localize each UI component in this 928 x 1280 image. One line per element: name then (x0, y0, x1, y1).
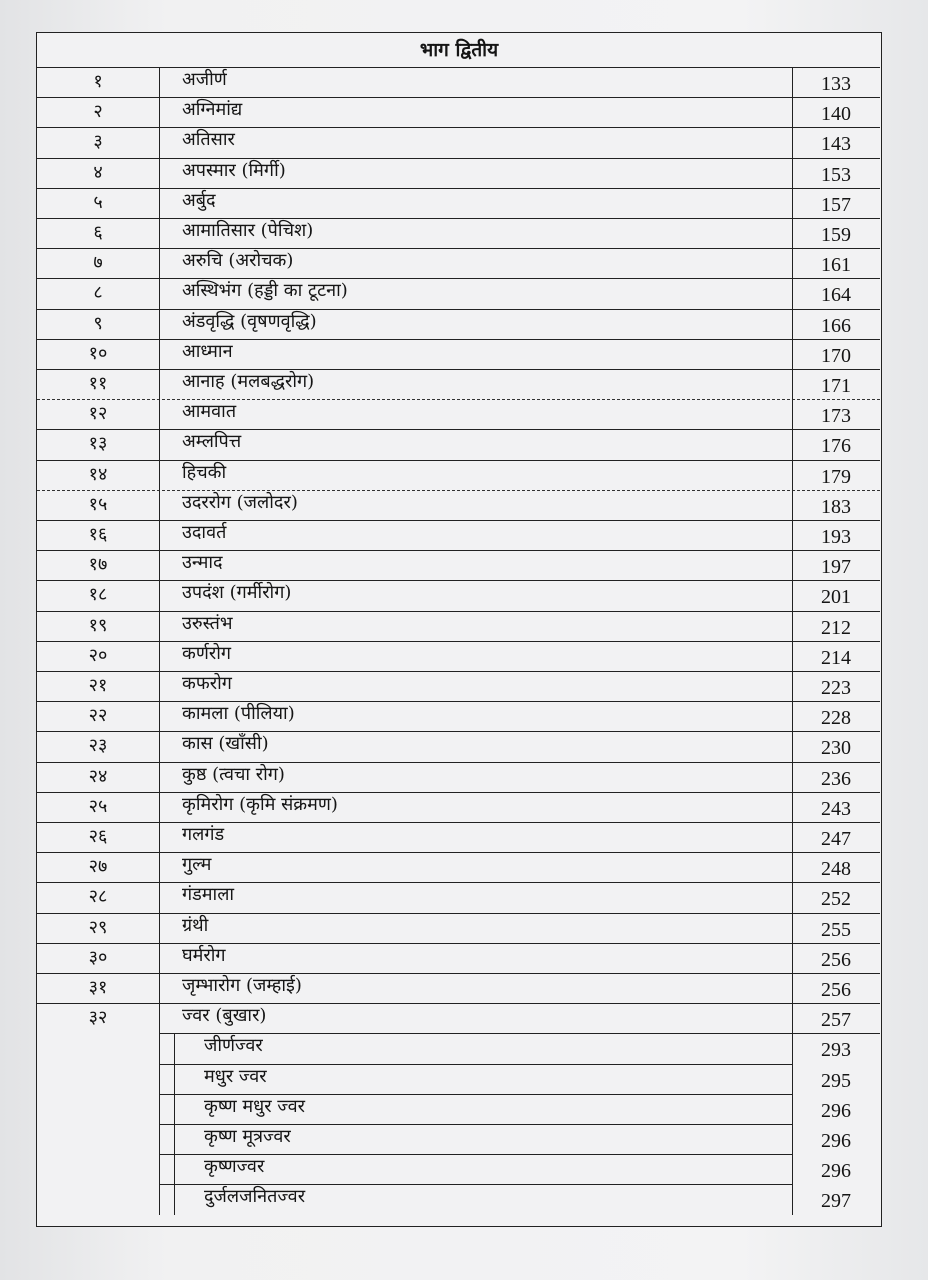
entry-number: १ (93, 71, 103, 92)
entry-name: हिचकी (182, 461, 227, 483)
index-row (37, 67, 880, 97)
index-row (37, 641, 880, 671)
page-number: 247 (821, 828, 851, 850)
entry-name: अजीर्ण (182, 69, 227, 90)
entry-number: ५ (93, 191, 103, 213)
sub-entry-row (37, 1033, 880, 1063)
entry-number: ६ (93, 222, 103, 243)
page-number: 214 (821, 646, 851, 669)
page-number: 173 (821, 405, 851, 428)
sub-entry-row (37, 1064, 880, 1094)
page-number: 193 (821, 526, 851, 548)
index-row (37, 973, 880, 1003)
sub-entry-name: मधुर ज्वर (204, 1065, 267, 1087)
row-divider (37, 611, 880, 612)
page-number: 166 (821, 314, 851, 337)
entry-number: २८ (88, 886, 108, 908)
row-divider (37, 67, 880, 68)
page-number: 228 (821, 707, 851, 730)
page-number: 197 (821, 556, 851, 579)
entry-name: उन्माद (182, 552, 223, 574)
index-row (37, 188, 880, 218)
index-row (37, 339, 880, 369)
entry-number: ४ (93, 161, 103, 183)
entry-name: उरुस्तंभ (182, 612, 233, 634)
page-number: 133 (821, 73, 851, 95)
sub-entry-name: दुर्जलजनितज्वर (204, 1186, 306, 1208)
entry-number: २५ (88, 795, 108, 817)
entry-number (37, 1184, 159, 1214)
index-row (37, 671, 880, 701)
entry-number: ३१ (88, 977, 108, 998)
row-divider (37, 248, 880, 249)
row-divider (37, 218, 880, 219)
page-number: 296 (821, 1099, 851, 1122)
page-number: 257 (821, 1009, 851, 1032)
row-divider (159, 1184, 792, 1185)
entry-name: अरुचि (अरोचक) (182, 250, 294, 272)
index-row (37, 429, 880, 459)
entry-name: जृम्भारोग (जम्हाई) (182, 975, 302, 996)
row-divider (37, 762, 880, 763)
entry-number: ९ (93, 312, 103, 334)
index-row (37, 218, 880, 248)
entry-number: १७ (88, 554, 108, 576)
page-number: 293 (821, 1039, 851, 1062)
row-divider (37, 399, 880, 400)
entry-name: अंडवृद्धि (वृषणवृद्धि) (182, 310, 317, 332)
index-row (37, 309, 880, 339)
entry-number: २४ (88, 765, 108, 787)
entry-number: २३ (88, 735, 108, 757)
page-number: 248 (821, 858, 851, 881)
row-divider (37, 671, 880, 672)
row-divider (37, 369, 880, 370)
row-divider (37, 127, 880, 128)
row-divider (37, 792, 880, 793)
page-number: 171 (821, 375, 851, 397)
index-row (37, 127, 880, 157)
page-number: 255 (821, 918, 851, 941)
page-number: 212 (821, 616, 851, 639)
page-number: 159 (821, 224, 851, 246)
index-row (37, 882, 880, 912)
entry-name: ज्वर (बुखार) (182, 1005, 267, 1027)
entry-number: ७ (93, 252, 103, 274)
entry-number: १५ (88, 493, 108, 515)
entry-name: आमातिसार (पेचिश) (182, 220, 314, 241)
entry-number: १४ (88, 463, 108, 485)
entry-name: घर्मरोग (182, 944, 226, 966)
row-divider (37, 882, 880, 883)
entry-name: अर्बुद (182, 189, 216, 211)
page-number: 201 (821, 586, 851, 609)
index-row (37, 611, 880, 641)
entry-name: कफरोग (182, 673, 232, 694)
entry-name: ग्रंथी (182, 914, 209, 936)
row-divider (37, 460, 880, 461)
entry-number: २९ (88, 916, 108, 938)
page-number: 252 (821, 888, 851, 911)
row-divider (37, 520, 880, 521)
page-number: 164 (821, 284, 851, 307)
index-row (37, 278, 880, 308)
index-row (37, 158, 880, 188)
sub-entry-row (37, 1094, 880, 1124)
page-number: 297 (821, 1190, 851, 1213)
index-row (37, 1003, 880, 1033)
sub-entry-name: कृष्णज्वर (204, 1156, 265, 1178)
entry-name: उदररोग (जलोदर) (182, 491, 298, 513)
row-divider (37, 278, 880, 279)
row-divider (37, 641, 880, 642)
page-number: 161 (821, 254, 851, 277)
entry-number (37, 1124, 159, 1154)
sub-entry-row (37, 1124, 880, 1154)
index-row (37, 852, 880, 882)
row-divider (37, 429, 880, 430)
entry-number: ११ (88, 373, 108, 394)
entry-number: १६ (88, 524, 108, 545)
entry-number: ८ (93, 282, 103, 304)
index-row (37, 520, 880, 550)
entry-name: अग्निमांद्य (182, 99, 243, 121)
row-divider (37, 158, 880, 159)
entry-name: उदावर्त (182, 522, 227, 543)
page-number: 183 (821, 495, 851, 518)
page-number: 143 (821, 133, 851, 156)
entry-name: कुष्ठ (त्वचा रोग) (182, 763, 285, 785)
row-divider (159, 1154, 792, 1155)
index-row (37, 580, 880, 610)
row-divider (37, 822, 880, 823)
entry-name: अस्थिभंग (हड्डी का टूटना) (182, 280, 348, 302)
entry-number: २७ (88, 856, 108, 878)
sub-entry-name: जीर्णज्वर (204, 1035, 263, 1057)
page-number: 140 (821, 103, 851, 126)
index-row (37, 701, 880, 731)
column-divider-page (792, 67, 793, 1215)
row-divider (37, 943, 880, 944)
entry-name: अपस्मार (मिर्गी) (182, 159, 286, 181)
entry-name: कृमिरोग (कृमि संक्रमण) (182, 793, 338, 815)
row-divider (159, 1064, 792, 1065)
page-number: 256 (821, 948, 851, 971)
index-row (37, 369, 880, 399)
row-divider (37, 852, 880, 853)
index-row (37, 550, 880, 580)
entry-number: २१ (88, 675, 108, 696)
index-row (37, 399, 880, 429)
page-number: 236 (821, 767, 851, 790)
entry-name: गलगंड (182, 824, 225, 845)
row-divider (37, 490, 880, 491)
page-number: 153 (821, 163, 851, 186)
entry-number (37, 1154, 159, 1184)
index-row (37, 792, 880, 822)
index-row (37, 762, 880, 792)
page-number: 296 (821, 1160, 851, 1183)
index-row (37, 731, 880, 761)
index-row (37, 248, 880, 278)
page-number: 230 (821, 737, 851, 760)
row-divider (37, 188, 880, 189)
index-row (37, 490, 880, 520)
row-divider (37, 309, 880, 310)
row-divider (37, 550, 880, 551)
page-number: 223 (821, 677, 851, 699)
entry-number (37, 1094, 159, 1124)
entry-number: १८ (88, 584, 108, 606)
entry-name: गुल्म (182, 854, 212, 876)
row-divider (37, 580, 880, 581)
index-table (36, 32, 882, 1227)
page-number: 170 (821, 344, 851, 367)
page-number: 243 (821, 797, 851, 820)
entry-number: ३२ (88, 1007, 108, 1029)
sub-entry-row (37, 1184, 880, 1214)
entry-number: २२ (88, 705, 108, 727)
entry-number: ३० (88, 946, 108, 968)
entry-number: १२ (88, 403, 108, 425)
entry-name: अम्लपित्त (182, 431, 242, 453)
index-row (37, 460, 880, 490)
entry-number: ३ (93, 131, 103, 153)
page-number: 295 (821, 1069, 851, 1092)
row-divider (37, 1003, 880, 1004)
entry-name: आध्मान (182, 340, 233, 362)
index-row (37, 97, 880, 127)
page-number: 157 (821, 193, 851, 216)
entry-name: कास (खाँसी) (182, 733, 269, 755)
row-divider (37, 97, 880, 98)
page-number: 176 (821, 435, 851, 458)
entry-number: २० (88, 644, 108, 666)
entry-number: १० (88, 342, 108, 364)
entry-number (37, 1033, 159, 1063)
entry-number: २ (93, 101, 103, 123)
entry-name: उपदंश (गर्मीरोग) (182, 582, 292, 604)
index-row (37, 913, 880, 943)
entry-number (37, 1064, 159, 1094)
entry-number: २६ (88, 826, 108, 847)
entry-name: आमवात (182, 401, 237, 423)
row-divider (37, 913, 880, 914)
sub-entry-name: कृष्ण मूत्रज्वर (204, 1126, 291, 1147)
section-title: भाग द्वितीय (419, 39, 499, 61)
page-number: 256 (821, 979, 851, 1001)
sub-entry-name: कृष्ण मधुर ज्वर (204, 1095, 305, 1117)
entry-name: गंडमाला (182, 884, 235, 906)
row-divider (37, 973, 880, 974)
entry-name: अतिसार (182, 129, 235, 151)
page-number: 296 (821, 1130, 851, 1152)
entry-number: १३ (88, 433, 108, 455)
entry-name: कामला (पीलिया) (182, 703, 295, 725)
row-divider (37, 731, 880, 732)
row-divider (159, 1033, 880, 1034)
row-divider (159, 1094, 792, 1095)
entry-name: आनाह (मलबद्धरोग) (182, 371, 315, 392)
column-divider-number (159, 67, 160, 1215)
index-row (37, 943, 880, 973)
index-row (37, 822, 880, 852)
row-divider (159, 1124, 792, 1125)
entry-number: १९ (88, 614, 108, 636)
sub-entry-row (37, 1154, 880, 1184)
entry-name: कर्णरोग (182, 642, 231, 664)
row-divider (37, 339, 880, 340)
page-number: 179 (821, 465, 851, 488)
row-divider (37, 701, 880, 702)
column-divider-sub (174, 1033, 175, 1214)
